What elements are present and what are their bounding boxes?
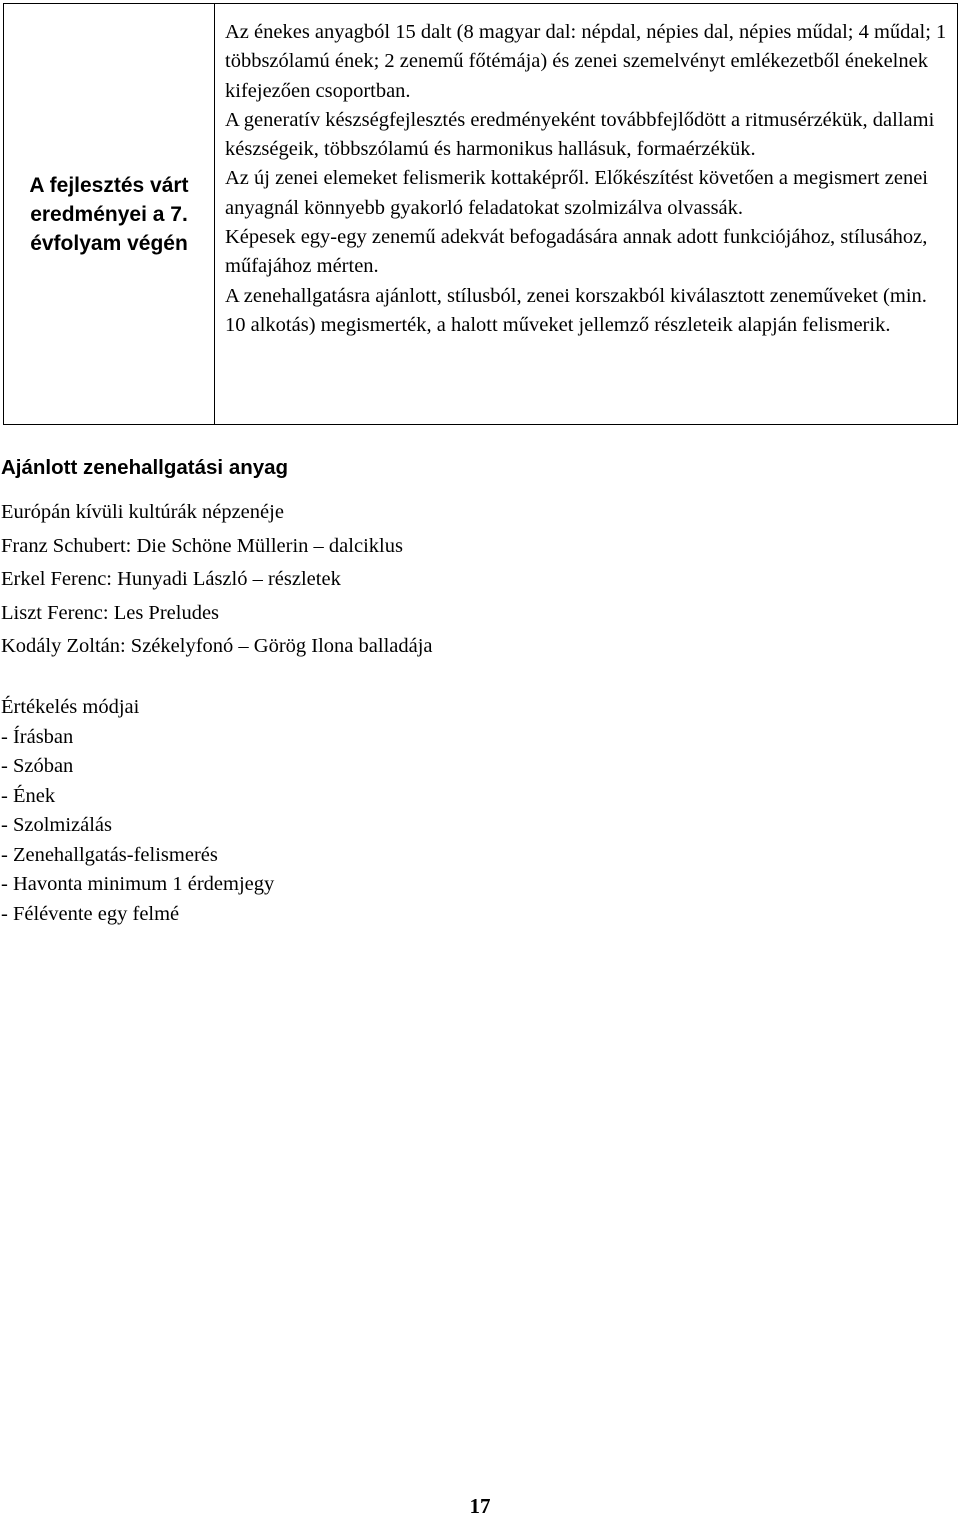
list-item: - Zenehallgatás-felismerés <box>1 843 218 866</box>
list-item: Erkel Ferenc: Hunyadi László – részletek <box>1 568 341 590</box>
result-paragraph-listening: A zenehallgatásra ajánlott, stílusból, zenei korszakból kiválasztott zeneműveket (min. 10 alkotás) megismerték, a halott műveket jellemző részleteik alapján felismerik. <box>225 284 927 336</box>
label-line-3: évfolyam végén <box>30 231 188 255</box>
list-item: Európán kívüli kultúrák népzenéje <box>1 501 284 523</box>
expected-results-table <box>3 3 958 425</box>
list-item: Liszt Ferenc: Les Preludes <box>1 601 220 624</box>
listening-heading: Ajánlott zenehallgatási anyag <box>1 456 289 479</box>
label-line-1: A fejlesztés várt <box>29 173 189 197</box>
list-item: Franz Schubert: Die Schöne Müllerin – dalciklus <box>1 534 403 557</box>
evaluation-title: Értékelés módjai <box>1 696 140 718</box>
label-line-2: eredményei a 7. <box>30 202 188 226</box>
evaluation-list <box>1 723 274 930</box>
list-item: - Havonta minimum 1 érdemjegy <box>1 873 275 895</box>
evaluation-section <box>1 693 274 929</box>
list-item: - Félévente egy felmé <box>1 902 180 925</box>
list-item: - Írásban <box>1 725 74 748</box>
result-paragraph-skills: A generatív készségfejlesztés eredményeként továbbfejlődött a ritmusérzékük, dallami készségeik, többszólamú és harmonikus hallásuk, formaérzékük. <box>225 108 935 161</box>
list-item: - Ének <box>1 784 56 807</box>
listening-list <box>1 496 433 664</box>
list-item: Kodály Zoltán: Székelyfonó – Görög Ilona balladája <box>1 635 433 657</box>
list-item: - Szolmizálás <box>1 814 113 836</box>
page-number: 17 <box>469 1494 491 1518</box>
result-paragraph-singing: Az énekes anyagból 15 dalt (8 magyar dal: népdal, népies dal, népies műdal; 4 műdal; 1 többszólamú ének; 2 zenemű főtémája) és zenei szemelvényt emlékezetből énekelnek kifejezően csoportban. <box>225 21 947 102</box>
table-row <box>4 4 958 425</box>
table-content-cell <box>215 4 958 425</box>
result-paragraph-reception: Képesek egy-egy zenemű adekvát befogadására annak adott funkciójához, stílusához, műfajához mérten. <box>225 226 928 278</box>
list-item: - Szóban <box>1 755 74 777</box>
result-paragraph-notation: Az új zenei elemeket felismerik kottaképről. Előkészítést követően a megismert zenei anyagnál könnyebb gyakorló feladatokat szolmizálva olvassák. <box>225 167 928 219</box>
table-label-cell <box>4 4 215 425</box>
